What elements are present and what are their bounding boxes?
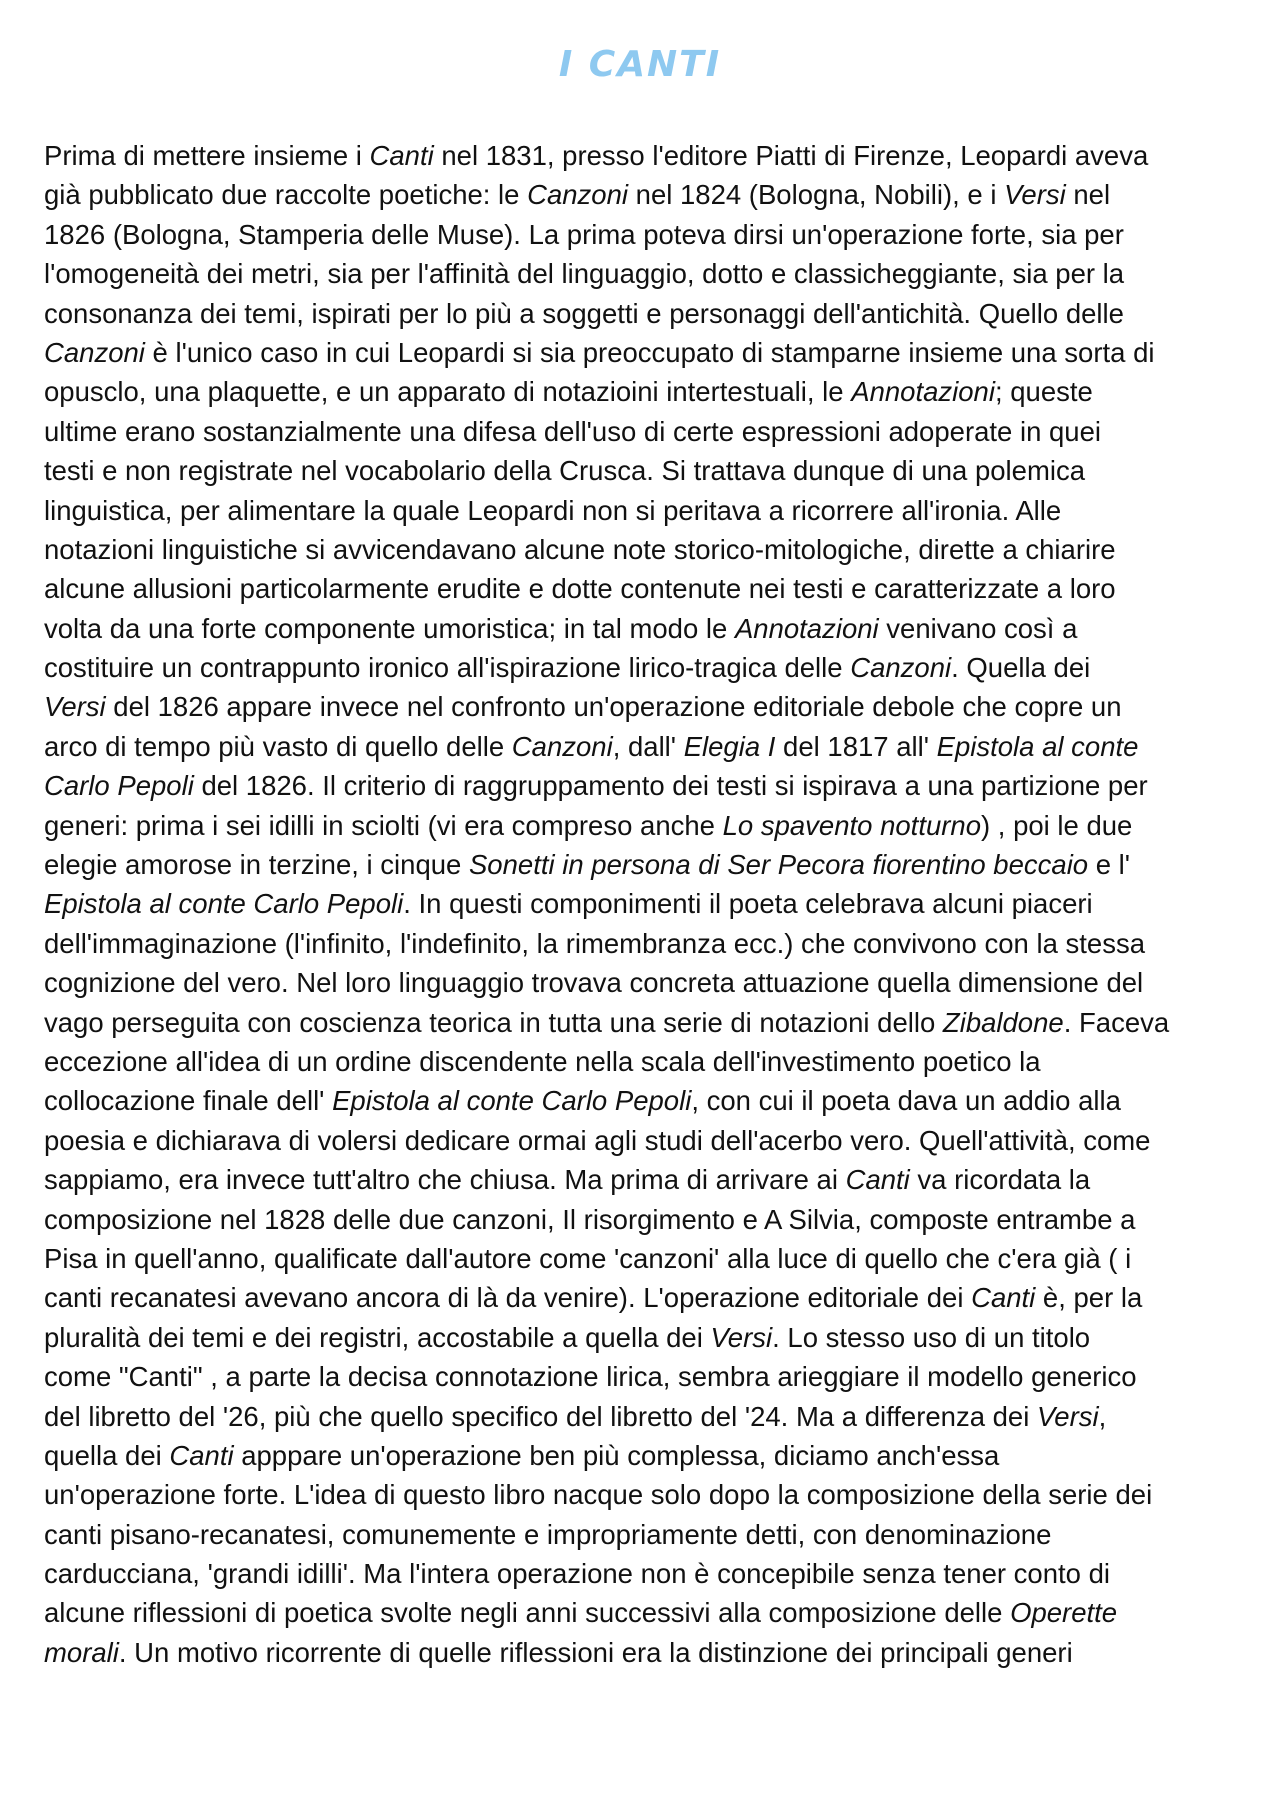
text-line bbox=[44, 609, 1256, 648]
text-segment: linguistica, per alimentare la quale Leopardi non si peritava a ricorrere all'ironia. Alle bbox=[44, 494, 1062, 526]
text-line bbox=[44, 451, 1256, 490]
text-line bbox=[44, 333, 1256, 372]
text-line bbox=[44, 924, 1256, 963]
italic-title-text: Canzoni bbox=[44, 336, 145, 368]
text-segment: , bbox=[1098, 1400, 1107, 1432]
text-line bbox=[44, 491, 1256, 530]
text-segment: già pubblicato due raccolte poetiche: le bbox=[44, 179, 528, 211]
text-segment: generi: prima i sei idilli in sciolti (vi era compreso anche bbox=[44, 809, 723, 841]
text-line bbox=[44, 806, 1256, 845]
text-line bbox=[44, 1160, 1256, 1199]
text-line bbox=[44, 294, 1256, 333]
text-segment: canti pisano-recanatesi, comunemente e impropriamente detti, con denominazione bbox=[44, 1518, 1052, 1550]
italic-title-text: Canti bbox=[845, 1164, 910, 1196]
text-line bbox=[44, 1436, 1256, 1475]
text-segment: sappiamo, era invece tutt'altro che chiusa. Ma prima di arrivare ai bbox=[44, 1164, 846, 1196]
italic-title-text: Canzoni bbox=[850, 652, 952, 684]
page-title: I CANTI bbox=[558, 44, 722, 85]
text-segment: è, per la bbox=[1035, 1282, 1143, 1314]
italic-title-text: Canti bbox=[369, 140, 434, 171]
text-segment: 1826 (Bologna, Stamperia delle Muse). La prima poteva dirsi un'operazione forte, sia per bbox=[44, 218, 1124, 250]
italic-title-text: morali bbox=[44, 1636, 119, 1668]
text-segment: apppare un'operazione ben più complessa, diciamo anch'essa bbox=[233, 1439, 1000, 1471]
text-line bbox=[44, 1121, 1256, 1160]
text-line bbox=[44, 845, 1256, 884]
text-segment: . Un motivo ricorrente di quelle riflessioni era la distinzione dei principali generi bbox=[118, 1636, 1073, 1668]
text-line bbox=[44, 1239, 1256, 1278]
text-segment: ; queste bbox=[994, 376, 1093, 408]
italic-title-text: Canti bbox=[169, 1439, 234, 1471]
text-segment: pluralità dei temi e dei registri, accostabile a quella dei bbox=[44, 1321, 711, 1353]
text-segment: venivano così a bbox=[878, 612, 1078, 644]
text-segment: del 1826. Il criterio di raggruppamento dei testi si ispirava a una partizione per bbox=[193, 770, 1148, 802]
text-line bbox=[44, 175, 1256, 214]
text-segment: consonanza dei temi, ispirati per lo più a soggetti e personaggi dell'antichità. Quello delle bbox=[44, 297, 1124, 329]
text-line bbox=[44, 215, 1256, 254]
italic-title-text: Epistola al conte Carlo Pepoli bbox=[44, 888, 404, 920]
text-segment: , dall' bbox=[612, 730, 684, 762]
text-segment: Pisa in quell'anno, qualificate dall'autore come 'canzoni' alla luce di quello che c'era già ( i bbox=[44, 1242, 1132, 1274]
text-line bbox=[44, 687, 1256, 726]
text-segment: vago perseguita con coscienza teorica in tutta una serie di notazioni dello bbox=[44, 1006, 943, 1038]
text-line bbox=[44, 648, 1256, 687]
text-segment: canti recanatesi avevano ancora di là da venire). L'operazione editoriale dei bbox=[44, 1282, 972, 1314]
text-segment: quella dei bbox=[44, 1439, 170, 1471]
text-line bbox=[44, 1318, 1256, 1357]
text-line bbox=[44, 1554, 1256, 1593]
text-line bbox=[44, 1515, 1256, 1554]
text-segment: è l'unico caso in cui Leopardi si sia preoccupato di stamparne insieme una sorta di bbox=[144, 336, 1155, 368]
text-line bbox=[44, 569, 1256, 608]
text-segment: dell'immaginazione (l'infinito, l'indefinito, la rimembranza ecc.) che convivono con la stessa bbox=[44, 927, 1145, 959]
text-line bbox=[44, 1003, 1256, 1042]
text-segment: poesia e dichiarava di volersi dedicare ormai agli studi dell'acerbo vero. Quell'attività, come bbox=[44, 1124, 1151, 1156]
text-segment: nel bbox=[1065, 179, 1111, 211]
text-line bbox=[44, 963, 1256, 1002]
text-line bbox=[44, 766, 1256, 805]
italic-title-text: Lo spavento notturno bbox=[722, 809, 981, 841]
text-segment: . Faceva bbox=[1063, 1006, 1170, 1038]
text-segment: come "Canti" , a parte la decisa connotazione lirica, sembra arieggiare il modello generico bbox=[44, 1361, 1137, 1393]
text-line bbox=[44, 372, 1256, 411]
text-segment: nel 1824 (Bologna, Nobili), e i bbox=[628, 179, 1005, 211]
text-segment: composizione nel 1828 delle due canzoni, Il risorgimento e A Silvia, composte entrambe a bbox=[44, 1203, 1136, 1235]
text-segment: , con cui il poeta dava un addio alla bbox=[691, 1085, 1121, 1117]
text-segment: e l' bbox=[1088, 849, 1131, 881]
text-segment: collocazione finale dell' bbox=[44, 1085, 333, 1117]
text-line bbox=[44, 1633, 1256, 1672]
italic-title-text: Operette bbox=[1010, 1597, 1118, 1629]
text-segment: . In questi componimenti il poeta celebrava alcuni piaceri bbox=[403, 888, 1093, 920]
italic-title-text: Versi bbox=[1036, 1400, 1099, 1432]
text-segment: alcune allusioni particolarmente erudite e dotte contenute nei testi e caratterizzate a loro bbox=[44, 573, 1116, 605]
text-segment: volta da una forte componente umoristica; in tal modo le bbox=[44, 612, 735, 644]
text-segment: carducciana, 'grandi idilli'. Ma l'intera operazione non è concepibile senza tener conto di bbox=[44, 1558, 1110, 1590]
text-segment: alcune riflessioni di poetica svolte negli anni successivi alla composizione delle bbox=[44, 1597, 1011, 1629]
italic-title-text: Carlo Pepoli bbox=[44, 770, 194, 802]
italic-title-text: Canzoni bbox=[527, 179, 629, 211]
italic-title-text: Epistola al conte Carlo Pepoli bbox=[332, 1085, 692, 1117]
text-line bbox=[44, 727, 1256, 766]
text-line bbox=[44, 1593, 1256, 1632]
italic-title-text: Annotazioni bbox=[734, 612, 879, 644]
text-line bbox=[44, 1357, 1256, 1396]
text-segment: un'operazione forte. L'idea di questo libro nacque solo dopo la composizione della serie dei bbox=[44, 1479, 1153, 1511]
text-segment: elegie amorose in terzine, i cinque bbox=[44, 849, 469, 881]
text-line bbox=[44, 884, 1256, 923]
text-segment: Prima di mettere insieme i bbox=[44, 140, 370, 171]
text-segment: del libretto del '26, più che quello specifico del libretto del '24. Ma a differenza dei bbox=[44, 1400, 1037, 1432]
text-segment: notazioni linguistiche si avvicendavano alcune note storico-mitologiche, dirette a chiarire bbox=[44, 533, 1116, 565]
text-line bbox=[44, 1475, 1256, 1514]
text-segment: ) , poi le due bbox=[981, 809, 1133, 841]
text-line bbox=[44, 1397, 1256, 1436]
text-segment: . Quella dei bbox=[951, 652, 1091, 684]
text-line bbox=[44, 136, 1256, 175]
text-segment: cognizione del vero. Nel loro linguaggio trovava concreta attuazione quella dimensione del bbox=[44, 967, 1144, 999]
italic-title-text: Canzoni bbox=[511, 730, 613, 762]
text-segment: del 1817 all' bbox=[775, 730, 937, 762]
italic-title-text: Canti bbox=[971, 1282, 1036, 1314]
italic-title-text: Sonetti in persona di Ser Pecora fiorentino beccaio bbox=[468, 849, 1089, 881]
text-line bbox=[44, 1081, 1256, 1120]
text-segment: ultime erano sostanzialmente una difesa dell'uso di certe espressioni adoperate in quei bbox=[44, 415, 1102, 447]
text-segment: opusclo, una plaquette, e un apparato di notazioini intertestuali, le bbox=[44, 376, 852, 408]
italic-title-text: Epistola al conte bbox=[936, 730, 1139, 762]
italic-title-text: Versi bbox=[710, 1321, 773, 1353]
text-segment: del 1826 appare invece nel confronto un'operazione editoriale debole che copre un bbox=[105, 691, 1122, 723]
body-paragraph bbox=[44, 136, 1256, 1672]
text-line bbox=[44, 1042, 1256, 1081]
text-line bbox=[44, 1278, 1256, 1317]
text-line bbox=[44, 254, 1256, 293]
text-segment: . Lo stesso uso di un titolo bbox=[772, 1321, 1091, 1353]
text-line bbox=[44, 412, 1256, 451]
text-segment: l'omogeneità dei metri, sia per l'affinità del linguaggio, dotto e classicheggiante, sia per la bbox=[44, 258, 1125, 290]
italic-title-text: Elegia I bbox=[683, 730, 776, 762]
text-line bbox=[44, 1200, 1256, 1239]
text-line bbox=[44, 530, 1256, 569]
text-segment: costituire un contrappunto ironico all'ispirazione lirico-tragica delle bbox=[44, 652, 851, 684]
text-segment: arco di tempo più vasto di quello delle bbox=[44, 730, 512, 762]
text-segment: va ricordata la bbox=[909, 1164, 1091, 1196]
text-segment: nel 1831, presso l'editore Piatti di Firenze, Leopardi aveva bbox=[433, 140, 1149, 171]
italic-title-text: Versi bbox=[1004, 179, 1066, 211]
italic-title-text: Zibaldone bbox=[942, 1006, 1064, 1038]
italic-title-text: Annotazioni bbox=[851, 376, 995, 408]
italic-title-text: Versi bbox=[44, 691, 106, 723]
text-segment: testi e non registrate nel vocabolario della Crusca. Si trattava dunque di una polemica bbox=[44, 455, 1086, 487]
text-segment: eccezione all'idea di un ordine discendente nella scala dell'investimento poetico la bbox=[44, 1045, 1041, 1077]
